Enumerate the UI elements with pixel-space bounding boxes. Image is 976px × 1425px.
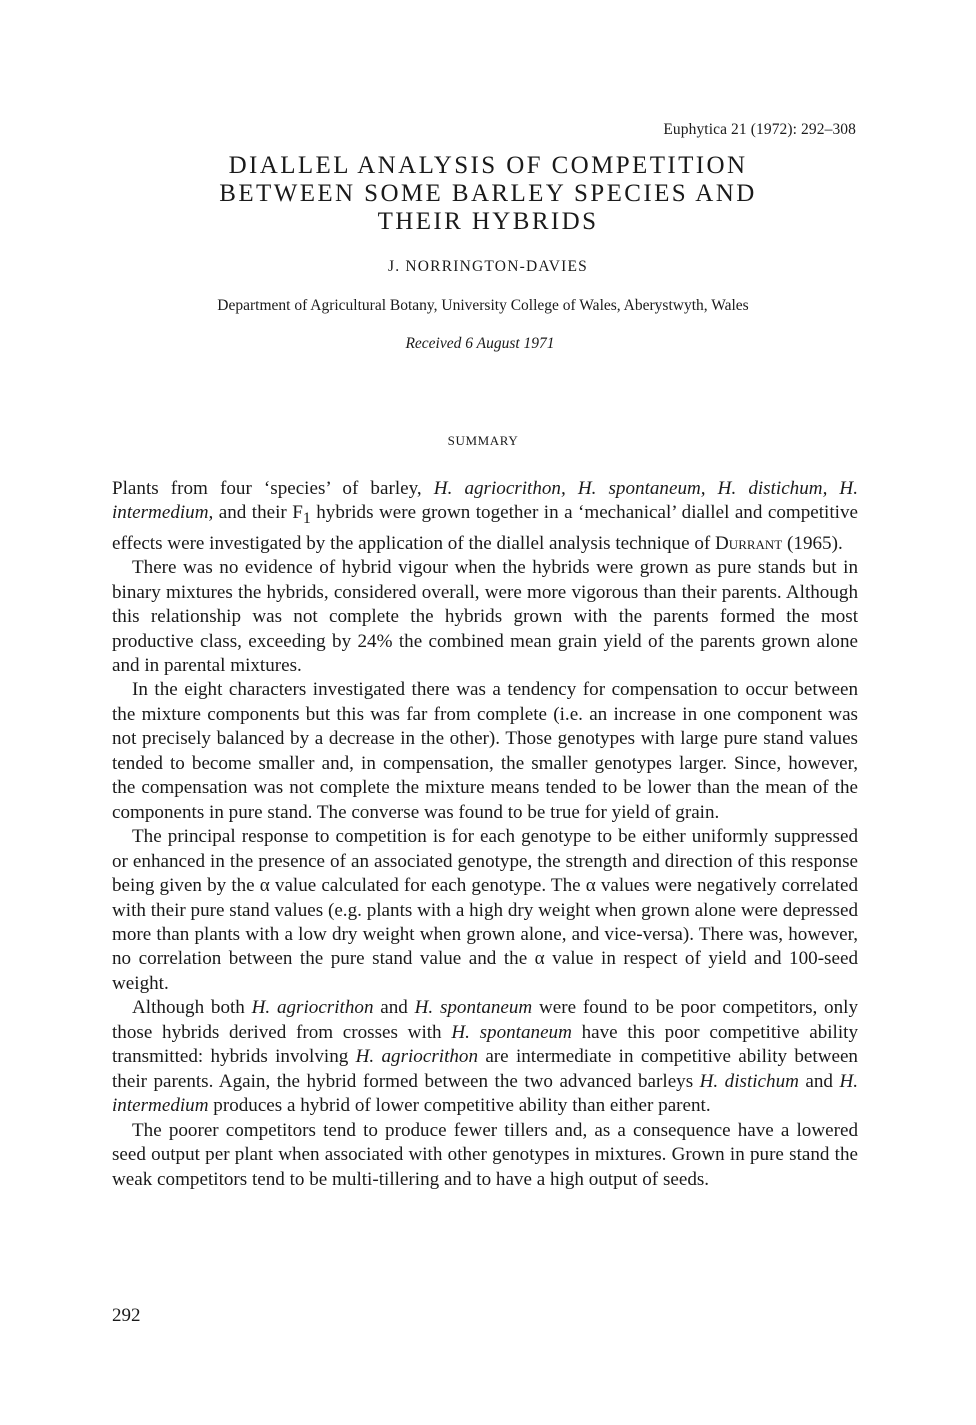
- summary-paragraph-4: The principal response to competition is for each genotype to be either uniformly suppressed or enhanced in the presence of an associated genotype, the strength and direction of this response being given by the α value calculated for each genotype. The α values were negatively correlated with their pure stand values (e.g. plants with a high dry weight when grown alone were depressed more than plants with a low dry weight when grown alone, and vice-versa). There was, however, no correlation between the pure stand value and the α value in respect of yield and 100-seed weight.: [112, 826, 858, 994]
- title-line-1: DIALLEL ANALYSIS OF COMPETITION: [228, 152, 748, 179]
- summary-paragraph-2: There was no evidence of hybrid vigour when the hybrids were grown as pure stands but in binary mixtures the hybrids, considered overall, were more vigorous than their parents. Although this relationship was not complete the hybrids grown with the parents formed the most productive class, exceeding by 24% the combined mean grain yield of the parents grown alone and in parental mixtures.: [112, 557, 858, 676]
- author-affiliation: Department of Agricultural Botany, University College of Wales, Aberystwyth, Wales: [217, 297, 749, 314]
- received-date: Received 6 August 1971: [405, 335, 555, 352]
- page-number: 292: [112, 1305, 141, 1326]
- text-run: and: [373, 997, 415, 1019]
- f1-subscript: 1: [302, 510, 311, 528]
- text-run: produces a hybrid of lower competitive ability than either parent.: [208, 1095, 711, 1117]
- text-run: and their F: [213, 502, 303, 524]
- text-run: Plants from four ‘species’ of barley,: [112, 478, 434, 499]
- species-name: H. agriocrithon: [251, 997, 374, 1019]
- species-names: H. agriocrithon, H. spontaneum, H. distichum, H. intermedium,: [112, 478, 858, 524]
- text-run: are intermediate in competitive ability between their parents. Again, the hybrid formed between the two advanced barleys: [112, 1046, 858, 1092]
- paper-title: [0, 152, 976, 236]
- species-name: H. spontaneum: [451, 1021, 572, 1043]
- text-run: (1965).: [782, 532, 843, 554]
- species-name: H. intermedium: [112, 1070, 859, 1117]
- text-run: hybrids were grown together in a ‘mechanical’ diallel and competitive effects were investigated by the application of the diallel analysis technique of: [112, 502, 858, 554]
- summary-paragraph-6: The poorer competitors tend to produce fewer tillers and, as a consequence have a lowered seed output per plant when associated with other genotypes in mixtures. Grown in pure stand the weak competitors tend to be multi-tillering and to have a high output of seeds.: [112, 1119, 858, 1190]
- text-run: have this poor competitive ability transmitted: hybrids involving: [112, 1021, 859, 1068]
- text-run: were found to be poor competitors, only those hybrids derived from crosses with: [112, 997, 858, 1043]
- author-name: J. NORRINGTON-DAVIES: [388, 258, 588, 275]
- summary-paragraph-5: [112, 996, 858, 1118]
- summary-paragraph-1: [112, 477, 858, 556]
- species-name: H. distichum: [699, 1070, 799, 1092]
- title-line-2: BETWEEN SOME BARLEY SPECIES AND: [219, 180, 757, 207]
- text-run: Although both: [132, 997, 252, 1019]
- cited-author: Durrant: [715, 532, 783, 554]
- summary-paragraph-3: In the eight characters investigated there was a tendency for compensation to occur between the mixture components but this was far from complete (i.e. an increase in one component was not precisely balanced by a decrease in the other). Those genotypes with large pure stand values tended to become smaller and, in compensation, the smaller genotypes larger. Since, however, the compensation was not complete the mixture means tended to be lower than the mean of the components in pure stand. The converse was found to be true for yield of grain.: [112, 679, 858, 823]
- title-line-3: THEIR HYBRIDS: [377, 208, 599, 235]
- species-name: H. agriocrithon: [355, 1046, 479, 1068]
- summary-body: [112, 477, 858, 1192]
- species-name: H. spontaneum: [414, 997, 533, 1019]
- text-run: and: [798, 1070, 840, 1092]
- journal-citation: Euphytica 21 (1972): 292–308: [663, 121, 856, 138]
- summary-heading: SUMMARY: [447, 433, 519, 448]
